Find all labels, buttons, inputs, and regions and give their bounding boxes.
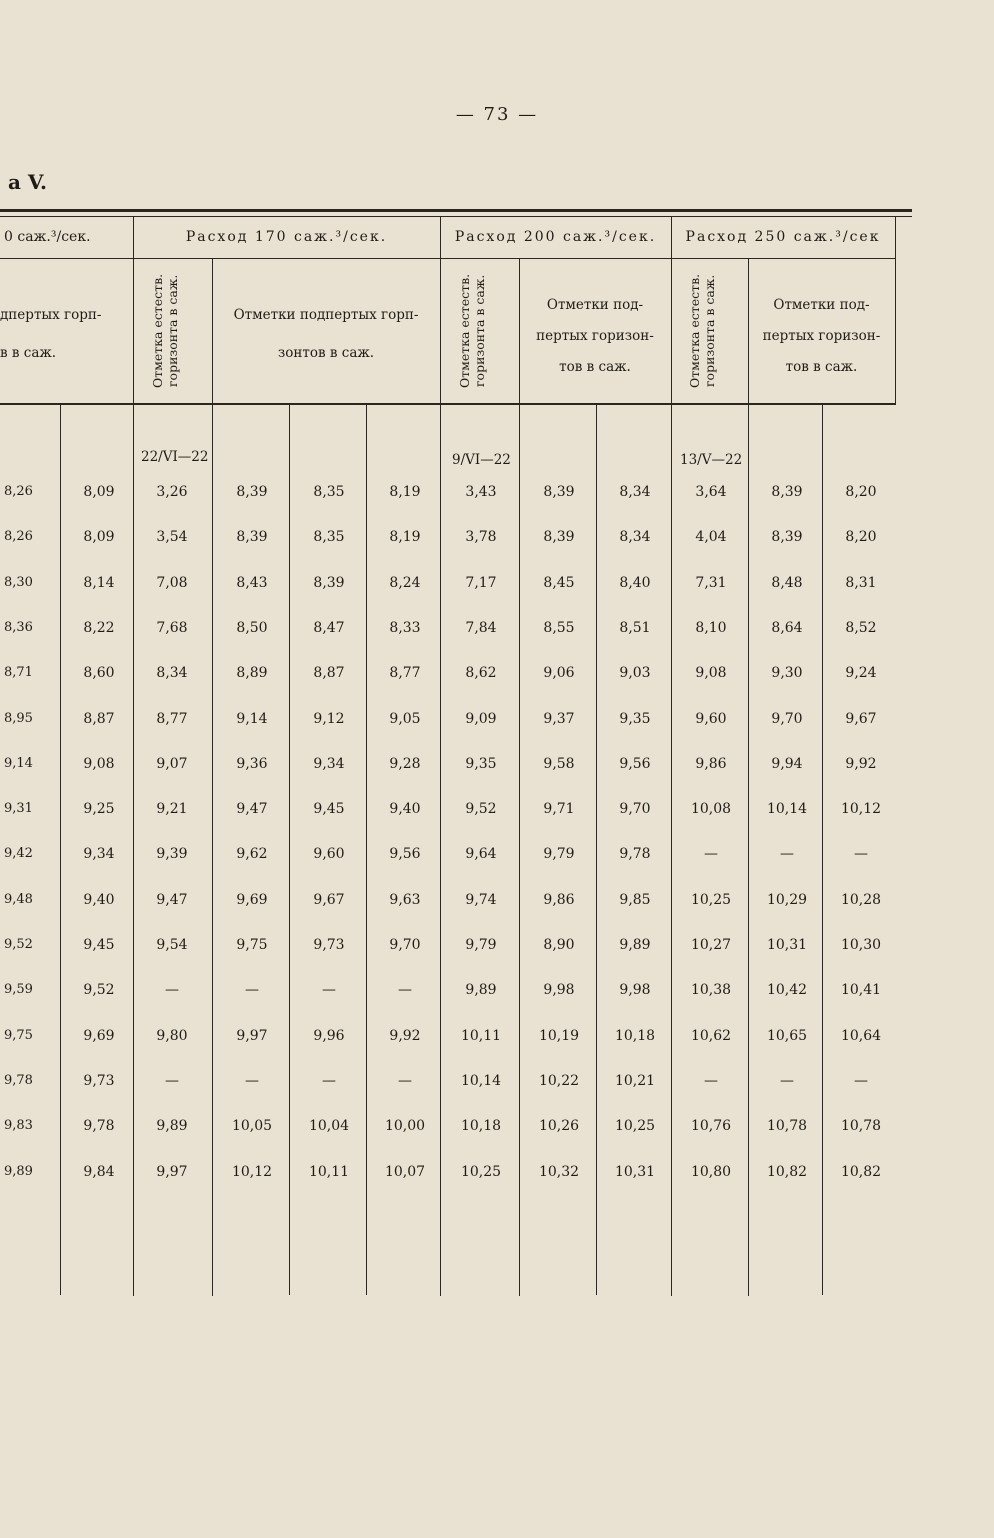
table-cell: 8,19 <box>389 529 421 546</box>
table-cell: 8,26 <box>4 484 33 499</box>
observation-date-200: 9/VI—22 <box>452 452 511 468</box>
table-cell: 8,95 <box>4 710 33 726</box>
group3-title: Расход 250 саж.³/сек <box>685 229 881 245</box>
table-cell: 9,67 <box>313 891 345 908</box>
table-cell: 10,22 <box>538 1072 580 1089</box>
table-cell: 9,48 <box>4 891 33 907</box>
table-cell: 10,08 <box>690 801 732 818</box>
table-cell: 9,35 <box>619 710 651 727</box>
table-cell: 8,30 <box>4 574 33 590</box>
table-cell: 8,39 <box>313 574 345 591</box>
natural-level-header-200: Отметка естеств. горизонта в саж. <box>457 273 487 389</box>
table-cell: 9,97 <box>156 1163 188 1180</box>
table-cell: 9,73 <box>83 1072 115 1089</box>
table-cell: 9,69 <box>83 1027 115 1044</box>
table-cell: 9,06 <box>543 665 575 682</box>
table-cell: 8,14 <box>83 574 115 591</box>
table-cell: 8,47 <box>313 619 345 636</box>
table-cell: 10,82 <box>766 1163 808 1180</box>
table-cell: 9,14 <box>4 755 33 771</box>
observation-date-170: 22/VI—22 <box>141 449 209 465</box>
table-cell: 8,45 <box>543 574 575 591</box>
table-label: а V. <box>8 170 47 194</box>
table-cell: 9,63 <box>389 891 421 908</box>
table-cell: — <box>780 1072 794 1089</box>
table-cell: 9,47 <box>236 801 268 818</box>
table-cell: 9,05 <box>389 710 421 727</box>
table-cell: 7,68 <box>156 619 188 636</box>
table-cell: 9,45 <box>83 937 115 953</box>
table-cell: 7,31 <box>695 574 727 591</box>
table-cell: 9,59 <box>4 982 33 998</box>
table-cell: 3,78 <box>465 529 497 546</box>
natural-level-header-170: Отметка естеств. горизонта в саж. <box>150 273 180 389</box>
table-cell: 9,85 <box>619 891 651 908</box>
table-cell: 8,34 <box>619 529 651 546</box>
table-cell: 8,39 <box>236 529 268 546</box>
table-cell: 9,35 <box>465 755 497 772</box>
table-cell: 8,20 <box>845 484 877 500</box>
group0-subheader: дпертых горп- в в саж. <box>0 307 102 361</box>
table-cell: 9,98 <box>543 982 575 999</box>
table-cell: 9,47 <box>156 891 188 908</box>
table-cell: 10,25 <box>614 1118 656 1135</box>
table-cell: 9,89 <box>465 982 497 999</box>
table-cell: 9,60 <box>313 846 345 863</box>
table-cell: 9,74 <box>465 891 497 908</box>
col-rule <box>212 258 213 1296</box>
table-cell: 7,17 <box>465 574 497 591</box>
table-cell: 9,67 <box>845 710 877 727</box>
table-cell: 8,24 <box>389 574 421 591</box>
table-cell: 8,26 <box>4 529 33 545</box>
table-cell: 8,10 <box>695 619 727 636</box>
table-cell: 8,33 <box>389 619 421 636</box>
table-cell: 9,37 <box>543 710 575 727</box>
table-cell: 9,98 <box>619 982 651 999</box>
table-cell: 9,60 <box>695 710 727 727</box>
dammed-levels-header-200: Отметки под- пертых горизон- тов в саж. <box>536 297 654 375</box>
table-cell: 8,89 <box>236 665 268 682</box>
table-cell: 9,08 <box>695 665 727 682</box>
table-cell: — <box>322 982 336 999</box>
table-cell: 9,94 <box>771 755 803 772</box>
table-cell: 9,79 <box>543 846 575 863</box>
header-bottom-rule <box>0 403 895 405</box>
table-cell: 8,39 <box>236 484 268 500</box>
table-cell: 9,40 <box>389 801 421 818</box>
table-cell: 9,73 <box>313 937 345 953</box>
table-cell: 10,80 <box>690 1163 732 1180</box>
table-cell: 8,62 <box>465 665 497 682</box>
table-cell: 10,14 <box>766 801 808 818</box>
table-cell: 9,96 <box>313 1027 345 1044</box>
table-cell: 10,26 <box>538 1118 580 1135</box>
table-cell: 8,35 <box>313 484 345 500</box>
table-cell: 10,21 <box>614 1072 656 1089</box>
table-cell: — <box>165 982 179 999</box>
table-cell: 10,12 <box>840 801 882 818</box>
table-cell: — <box>245 1072 259 1089</box>
table-cell: — <box>704 846 718 863</box>
table-cell: 10,31 <box>614 1163 656 1180</box>
observation-date-250: 13/V—22 <box>680 452 743 468</box>
table-cell: — <box>854 1072 868 1089</box>
table-cell: 9,80 <box>156 1027 188 1044</box>
table-cell: 9,07 <box>156 755 188 772</box>
table-cell: 9,78 <box>83 1118 115 1135</box>
group2-title: Расход 200 саж.³/сек. <box>454 229 657 245</box>
table-cell: 9,34 <box>313 755 345 772</box>
table-cell: 8,71 <box>4 665 33 681</box>
table-cell: 10,78 <box>766 1118 808 1135</box>
table-cell: 7,84 <box>465 619 497 636</box>
table-cell: 9,31 <box>4 801 33 817</box>
table-cell: 8,35 <box>313 529 345 546</box>
table-cell: 8,77 <box>389 665 421 682</box>
col-rule <box>748 258 749 1296</box>
table-cell: 8,64 <box>771 619 803 636</box>
table-cell: 10,32 <box>538 1163 580 1180</box>
table-cell: 9,75 <box>236 937 268 953</box>
page-number: — 73 — <box>455 104 539 125</box>
table-cell: 3,64 <box>695 484 727 500</box>
col-rule <box>895 216 896 405</box>
table-cell: 8,55 <box>543 619 575 636</box>
table-cell: 9,92 <box>845 755 877 772</box>
table-cell: 8,48 <box>771 574 803 591</box>
table-cell: 10,64 <box>840 1027 882 1044</box>
table-cell: 9,86 <box>543 891 575 908</box>
table-cell: 10,65 <box>766 1027 808 1044</box>
table-cell: 9,89 <box>4 1163 33 1179</box>
table-top-rule-thick <box>0 209 912 212</box>
table-cell: 9,62 <box>236 846 268 863</box>
table-cell: 8,22 <box>83 619 115 636</box>
table-cell: 8,19 <box>389 484 421 500</box>
table-cell: 8,50 <box>236 619 268 636</box>
table-cell: 8,39 <box>771 484 803 500</box>
table-cell: 9,25 <box>83 801 115 818</box>
table-cell: 9,78 <box>619 846 651 863</box>
table-cell: 10,00 <box>384 1118 426 1135</box>
table-cell: — <box>322 1072 336 1089</box>
table-cell: 10,18 <box>614 1027 656 1044</box>
table-cell: 9,71 <box>543 801 575 818</box>
table-cell: 7,08 <box>156 574 188 591</box>
table-cell: 10,14 <box>460 1072 502 1089</box>
table-cell: 9,69 <box>236 891 268 908</box>
table-cell: 8,51 <box>619 619 651 636</box>
table-cell: — <box>398 1072 412 1089</box>
table-cell: 9,09 <box>465 710 497 727</box>
table-cell: 9,70 <box>619 801 651 818</box>
table-cell: 10,28 <box>840 891 882 908</box>
table-cell: 9,54 <box>156 937 188 953</box>
table-cell: 8,39 <box>543 484 575 500</box>
table-cell: 3,54 <box>156 529 188 546</box>
group1-title: Расход 170 саж.³/сек. <box>185 229 388 245</box>
table-cell: 10,31 <box>766 937 808 953</box>
table-cell: 3,43 <box>465 484 497 500</box>
col-rule <box>60 405 61 1295</box>
natural-level-header-250: Отметка естеств. горизонта в саж. <box>687 273 717 389</box>
table-cell: 10,12 <box>231 1163 273 1180</box>
table-cell: 9,36 <box>236 755 268 772</box>
dammed-levels-header-250: Отметки под- пертых горизон- тов в саж. <box>762 297 881 375</box>
table-cell: 8,36 <box>4 619 33 635</box>
table-cell: 9,83 <box>4 1118 33 1134</box>
table-cell: 9,39 <box>156 846 188 863</box>
table-cell: 9,12 <box>313 710 345 727</box>
table-cell: 9,70 <box>771 710 803 727</box>
table-cell: 9,75 <box>4 1027 33 1043</box>
table-cell: 10,78 <box>840 1118 882 1135</box>
table-cell: 9,97 <box>236 1027 268 1044</box>
table-cell: 9,52 <box>4 937 33 952</box>
table-cell: 10,76 <box>690 1118 732 1135</box>
table-cell: 8,52 <box>845 619 877 636</box>
table-cell: 10,27 <box>690 937 732 953</box>
table-cell: 9,30 <box>771 665 803 682</box>
table-cell: 9,58 <box>543 755 575 772</box>
table-cell: 10,62 <box>690 1027 732 1044</box>
group-header-rule <box>0 258 895 259</box>
table-cell: 10,11 <box>308 1163 350 1180</box>
table-cell: 9,79 <box>465 937 497 953</box>
group0-title: 0 саж.³/сек. <box>4 229 91 245</box>
table-cell: 10,30 <box>840 937 882 953</box>
table-top-rule-thin <box>0 216 912 217</box>
table-cell: — <box>398 982 412 999</box>
table-cell: 8,39 <box>543 529 575 546</box>
table-cell: — <box>780 846 794 863</box>
table-cell: 8,43 <box>236 574 268 591</box>
table-cell: 9,14 <box>236 710 268 727</box>
table-cell: 8,09 <box>83 484 115 500</box>
table-cell: 10,41 <box>840 982 882 999</box>
table-cell: 8,40 <box>619 574 651 591</box>
table-cell: 10,82 <box>840 1163 882 1180</box>
table-cell: 9,78 <box>4 1072 33 1088</box>
table-cell: 8,34 <box>156 665 188 682</box>
table-cell: 9,89 <box>156 1118 188 1135</box>
table-cell: 10,25 <box>690 891 732 908</box>
table-cell: 8,34 <box>619 484 651 500</box>
table-cell: 9,08 <box>83 755 115 772</box>
table-cell: 8,87 <box>313 665 345 682</box>
table-cell: 10,38 <box>690 982 732 999</box>
table-cell: 8,87 <box>83 710 115 727</box>
table-cell: 9,42 <box>4 846 33 862</box>
col-rule <box>519 258 520 1296</box>
table-cell: 9,56 <box>619 755 651 772</box>
table-cell: 10,07 <box>384 1163 426 1180</box>
table-cell: 10,19 <box>538 1027 580 1044</box>
table-cell: — <box>245 982 259 999</box>
table-cell: — <box>165 1072 179 1089</box>
table-cell: 10,04 <box>308 1118 350 1135</box>
table-cell: 10,42 <box>766 982 808 999</box>
table-cell: 8,39 <box>771 529 803 546</box>
table-cell: 8,09 <box>83 529 115 546</box>
table-cell: 9,84 <box>83 1163 115 1180</box>
table-cell: 8,77 <box>156 710 188 727</box>
table-cell: 3,26 <box>156 484 188 500</box>
table-cell: 9,52 <box>465 801 497 818</box>
table-cell: 9,70 <box>389 937 421 953</box>
table-cell: 10,11 <box>460 1027 502 1044</box>
table-cell: 10,25 <box>460 1163 502 1180</box>
table-cell: 8,31 <box>845 574 877 591</box>
table-cell: 9,03 <box>619 665 651 682</box>
dammed-levels-header-170: Отметки подпертых горп- зонтов в саж. <box>233 307 419 361</box>
table-cell: 9,28 <box>389 755 421 772</box>
table-cell: 4,04 <box>695 529 727 546</box>
table-cell: 9,64 <box>465 846 497 863</box>
table-cell: 8,60 <box>83 665 115 682</box>
table-cell: 9,92 <box>389 1027 421 1044</box>
table-cell: 9,89 <box>619 937 651 953</box>
table-cell: 9,45 <box>313 801 345 818</box>
table-cell: 9,34 <box>83 846 115 863</box>
table-cell: 10,18 <box>460 1118 502 1135</box>
table-cell: 10,05 <box>231 1118 273 1135</box>
table-cell: — <box>854 846 868 863</box>
table-cell: — <box>704 1072 718 1089</box>
table-cell: 9,21 <box>156 801 188 818</box>
table-cell: 8,90 <box>543 937 575 953</box>
table-cell: 9,52 <box>83 982 115 999</box>
table-cell: 9,24 <box>845 665 877 682</box>
table-cell: 9,56 <box>389 846 421 863</box>
table-cell: 10,29 <box>766 891 808 908</box>
table-cell: 9,40 <box>83 891 115 908</box>
table-cell: 8,20 <box>845 529 877 546</box>
table-cell: 9,86 <box>695 755 727 772</box>
